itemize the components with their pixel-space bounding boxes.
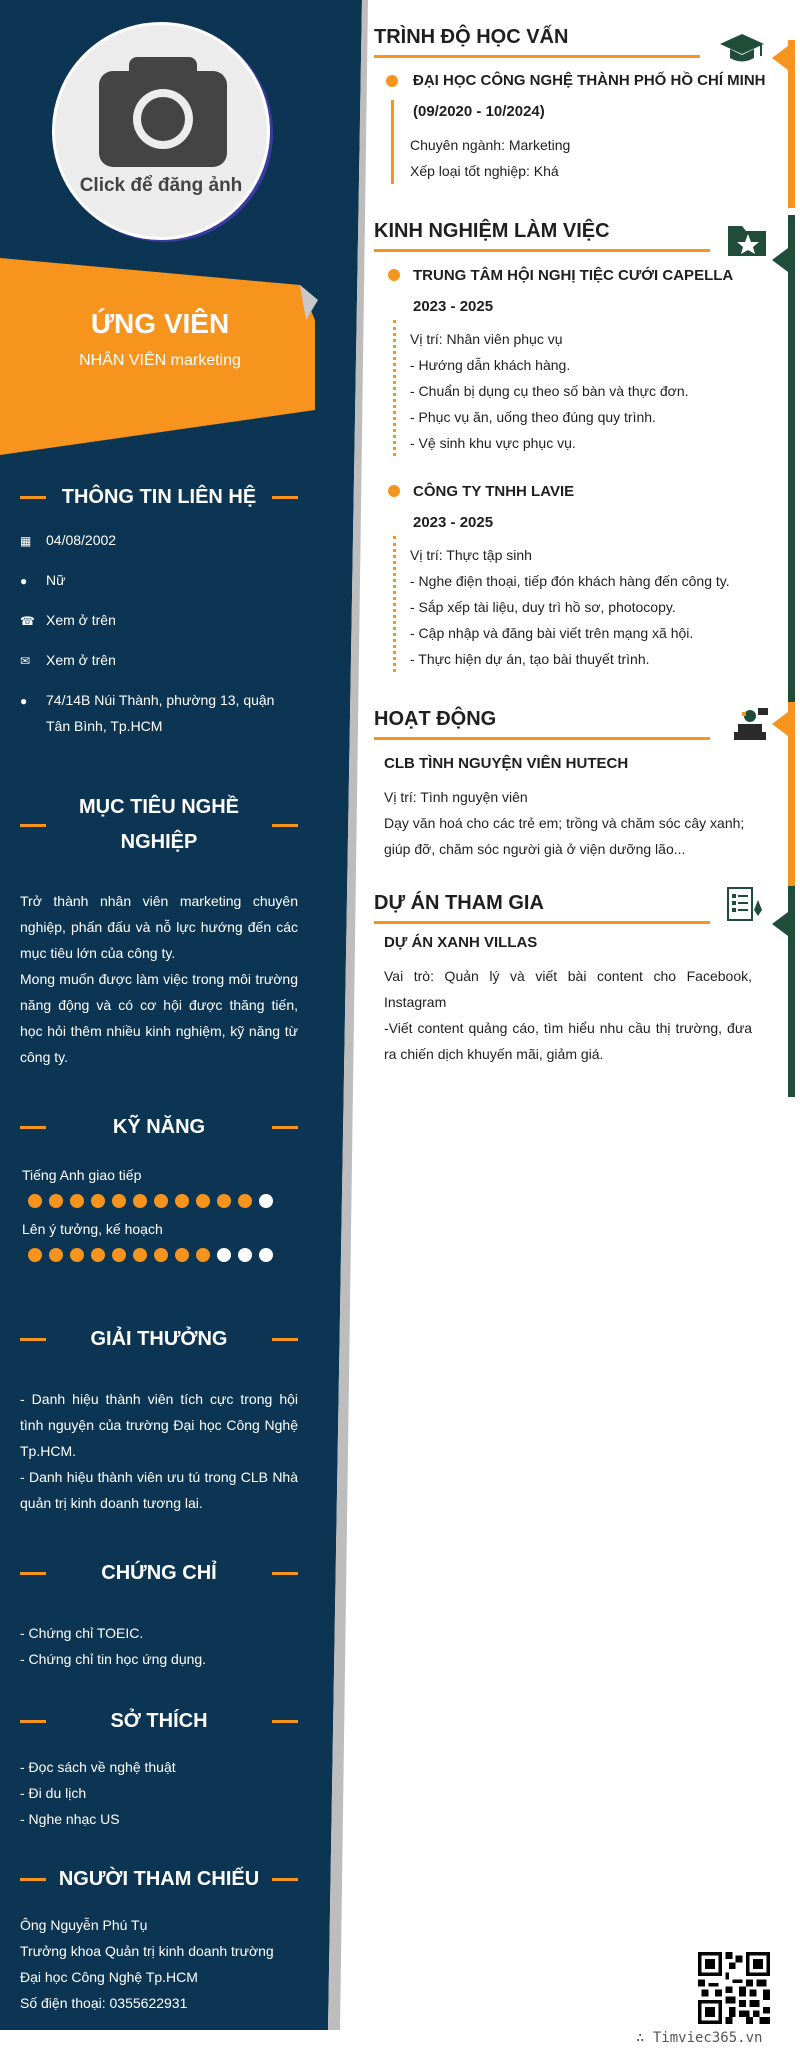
- contact-gender: ● Nữ: [20, 567, 300, 594]
- skill-dot-filled: [196, 1194, 210, 1208]
- left-sidebar: [0, 0, 320, 2030]
- skill-label: Tiếng Anh giao tiếp: [22, 1167, 142, 1183]
- job-period: 2023 - 2025: [413, 298, 494, 315]
- skill-dot-filled: [133, 1194, 147, 1208]
- bullet: [388, 485, 400, 497]
- heading-underline: [374, 921, 710, 924]
- job-details: Vị trí: Thực tập sinh - Nghe điện thoại, tiếp đón khách hàng đến công ty. - Sắp xếp tài liệu, duy trì hồ sơ, photocopy. - Cập nhập và đăng bài viết trên mạng xã hội. - Thực hiện dự án, tạo bài thuyết trình.: [410, 547, 730, 667]
- skills-heading: KỸ NĂNG: [20, 1110, 298, 1145]
- timeline-line: [393, 320, 396, 456]
- skill-dot-filled: [112, 1248, 126, 1262]
- skill-rating: [28, 1194, 273, 1208]
- skill-dot-filled: [91, 1248, 105, 1262]
- objective-heading: MỤC TIÊU NGHỀ NGHIỆP: [20, 790, 298, 860]
- skill-dot-filled: [175, 1194, 189, 1208]
- skill-dot-filled: [133, 1248, 147, 1262]
- contact-heading: THÔNG TIN LIÊN HỆ: [20, 480, 298, 515]
- contact-email: ✉ Xem ở trên: [20, 647, 300, 674]
- email-icon: ✉: [20, 654, 31, 668]
- skill-dot-filled: [112, 1194, 126, 1208]
- experience-heading: KINH NGHIỆM LÀM VIỆC: [374, 220, 610, 242]
- candidate-name: ỨNG VIÊN: [90, 308, 230, 339]
- contact-address: ● 74/14B Núi Thành, phường 13, quận Tân Bình, Tp.HCM: [20, 687, 300, 739]
- skill-dot-empty: [259, 1248, 273, 1262]
- reference-heading: NGƯỜI THAM CHIẾU: [20, 1862, 298, 1897]
- education-details: Chuyên ngành: Marketing Xếp loại tốt nghiệp: Khá: [410, 137, 571, 179]
- user-icon: ●: [20, 574, 28, 588]
- avatar-upload[interactable]: [52, 22, 270, 240]
- skill-dot-filled: [91, 1194, 105, 1208]
- awards-text: - Danh hiệu thành viên tích cực trong hội tình nguyện của trường Đại học Công Nghệ Tp.HCM. - Danh hiệu thành viên ưu tú trong CLB Nhà quản trị kinh doanh tương lai.: [20, 1391, 298, 1511]
- certificates-list: - Chứng chỉ TOEIC. - Chứng chỉ tin học ứng dụng.: [20, 1625, 207, 1667]
- projects-heading: DỰ ÁN THAM GIA: [374, 892, 544, 914]
- company-name: TRUNG TÂM HỘI NGHỊ TIỆC CƯỚI CAPELLA: [413, 267, 734, 284]
- activity-icon: [728, 706, 772, 744]
- contact-birthday: ▦ 04/08/2002: [20, 527, 300, 554]
- location-icon: ●: [20, 694, 28, 708]
- phone-icon: ☎: [20, 614, 35, 628]
- skill-dot-filled: [70, 1248, 84, 1262]
- hobbies-list: - Đọc sách về nghệ thuật - Đi du lịch - Nghe nhạc US: [20, 1759, 176, 1827]
- education-heading: TRÌNH ĐỘ HỌC VẤN: [374, 26, 569, 48]
- skill-dot-empty: [217, 1248, 231, 1262]
- activities-side-bar: [788, 702, 795, 886]
- skill-label: Lên ý tưởng, kế hoạch: [22, 1221, 163, 1237]
- skill-dot-filled: [217, 1194, 231, 1208]
- calendar-icon: ▦: [20, 534, 32, 548]
- avatar-upload-label: Click để đăng ảnh: [79, 175, 243, 196]
- project-name: DỰ ÁN XANH VILLAS: [384, 934, 538, 951]
- bullet: [386, 75, 398, 87]
- company-name: CÔNG TY TNHH LAVIE: [413, 483, 575, 500]
- bullet: [388, 269, 400, 281]
- skill-dot-filled: [49, 1194, 63, 1208]
- skill-rating: [28, 1248, 273, 1262]
- watermark: ∴ Timviec365.vn: [636, 2030, 763, 2046]
- hobbies-heading: SỞ THÍCH: [20, 1704, 298, 1739]
- skill-dot-filled: [154, 1194, 168, 1208]
- qr-code-icon: [698, 1952, 770, 2024]
- certificates-heading: CHỨNG CHỈ: [20, 1556, 298, 1591]
- timeline-line: [393, 536, 396, 672]
- activities-heading: HOẠT ĐỘNG: [374, 708, 497, 730]
- skill-dot-filled: [49, 1248, 63, 1262]
- project-details: Vai trò: Quản lý và viết bài content cho Facebook, Instagram -Viết content quảng cáo, tìm hiểu nhu cầu thị trường, đưa ra chiến dịch khuyến mãi, giảm giá.: [384, 968, 752, 1062]
- objective-text: Trở thành nhân viên marketing chuyên nghiệp, phấn đấu và nỗ lực hướng đến các mục tiêu lớn của công ty. Mong muốn được làm việc trong môi trường năng động và có cơ hội được thăng tiến, học hỏi thêm nhiều kinh nghiệm, kỹ năng từ công ty.: [20, 893, 298, 1065]
- skill-dot-empty: [259, 1194, 273, 1208]
- activity-details: Vị trí: Tình nguyện viên Dạy văn hoá cho các trẻ em; trồng và chăm sóc cây xanh; giúp đỡ, chăm sóc người già ở viện dưỡng lão...: [384, 789, 745, 857]
- folder-star-icon: [726, 222, 770, 260]
- job-details: Vị trí: Nhân viên phục vụ - Hướng dẫn khách hàng. - Chuẩn bị dụng cụ theo số bàn và thực đơn. - Phục vụ ăn, uống theo đúng quy trình. - Vệ sinh khu vực phục vụ.: [410, 331, 689, 451]
- camera-icon: [99, 57, 227, 167]
- heading-underline: [374, 737, 710, 740]
- skill-dot-empty: [238, 1248, 252, 1262]
- organization-name: CLB TÌNH NGUYỆN VIÊN HUTECH: [384, 755, 629, 772]
- school-name: ĐẠI HỌC CÔNG NGHỆ THÀNH PHỐ HỒ CHÍ MINH: [413, 72, 766, 89]
- timeline-line: [391, 100, 394, 184]
- reference-text: Ông Nguyễn Phú Tụ Trưởng khoa Quản trị kinh doanh trường Đại học Công Nghệ Tp.HCM Số điện thoại: 0355622931: [20, 1917, 274, 2011]
- experience-side-marker: [772, 248, 788, 272]
- skill-dot-filled: [175, 1248, 189, 1262]
- contact-phone: ☎ Xem ở trên: [20, 607, 300, 634]
- project-checklist-icon: [722, 886, 766, 924]
- job-period: 2023 - 2025: [413, 514, 494, 531]
- candidate-title: NHÂN VIÊN marketing: [79, 352, 241, 369]
- skill-dot-filled: [28, 1194, 42, 1208]
- skill-dot-filled: [238, 1194, 252, 1208]
- graduation-cap-icon: [720, 30, 764, 68]
- skill-dot-filled: [154, 1248, 168, 1262]
- skill-dot-filled: [28, 1248, 42, 1262]
- projects-side-marker: [772, 912, 788, 936]
- activities-side-marker: [772, 712, 788, 736]
- heading-underline: [374, 55, 700, 58]
- skill-dot-filled: [70, 1194, 84, 1208]
- education-side-bar: [788, 40, 795, 208]
- heading-underline: [374, 249, 710, 252]
- awards-heading: GIẢI THƯỞNG: [20, 1322, 298, 1357]
- projects-side-bar: [788, 886, 795, 1092]
- skill-dot-filled: [196, 1248, 210, 1262]
- education-side-marker: [772, 46, 788, 70]
- education-period: (09/2020 - 10/2024): [413, 103, 545, 120]
